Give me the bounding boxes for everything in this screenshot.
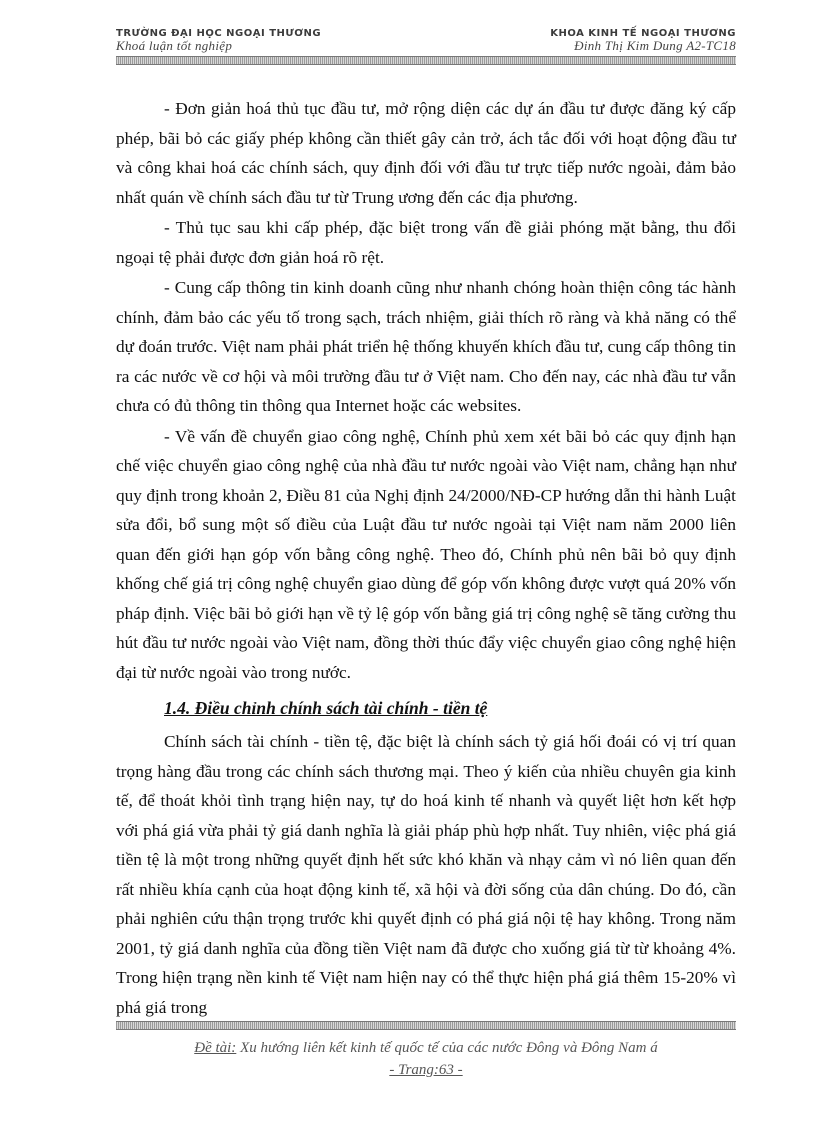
- topic-text: Xu hướng liên kết kinh tế quốc tế của các nước Đông và Đông Nam á: [236, 1040, 658, 1056]
- paragraph: - Thủ tục sau khi cấp phép, đặc biệt trong vấn đề giải phóng mặt bằng, thu đổi ngoại tệ phải được đơn giản hoá rõ rệt.: [116, 218, 736, 267]
- page-body: [116, 94, 736, 1023]
- author-name: Đinh Thị Kim Dung A2-TC18: [574, 38, 736, 53]
- header-divider: [116, 56, 736, 65]
- topic-label: Đề tài:: [194, 1040, 237, 1056]
- header-left: [116, 28, 321, 53]
- footer-divider: [116, 1021, 736, 1030]
- page-number: - Trang:63 -: [389, 1062, 463, 1078]
- paragraph: - Cung cấp thông tin kinh doanh cũng như nhanh chóng hoàn thiện công tác hành chính, đảm bảo các yếu tố trong sạch, trách nhiệm, giải thích rõ ràng và khả năng có thể dự đoán trước. Việt nam phải phát triển hệ thống khuyến khích đầu tư, cung cấp thông tin ra các nước về cơ hội và môi trường đầu tư ở Việt nam. Cho đến nay, các nhà đầu tư vẫn chưa có đủ thông tin thông qua Internet hoặc các websites.: [116, 278, 736, 415]
- section-heading: 1.4. Điều chỉnh chính sách tài chính - tiền tệ: [164, 698, 488, 718]
- footer-topic: [116, 1037, 736, 1059]
- document-type: Khoá luận tốt nghiệp: [116, 38, 233, 53]
- paragraph: - Về vấn đề chuyển giao công nghệ, Chính phủ xem xét bãi bỏ các quy định hạn chế việc chuyển giao công nghệ của nhà đầu tư nước ngoài vào Việt nam, chẳng hạn như quy định trong khoản 2, Điều 81 của Nghị định 24/2000/NĐ-CP hướng dẫn thi hành Luật sửa đổi, bổ sung một số điều của Luật đầu tư nước ngoài tại Việt nam năm 2000 liên quan đến giới hạn góp vốn bằng công nghệ. Theo đó, Chính phủ nên bãi bỏ quy định khống chế giá trị công nghệ chuyển giao dùng để góp vốn không được vượt quá 20% vốn pháp định. Việc bãi bỏ giới hạn về tỷ lệ góp vốn bằng giá trị công nghệ sẽ tăng cường thu hút đầu tư nước ngoài vào Việt nam, đồng thời thúc đẩy việc chuyển giao công nghệ hiện đại từ nước ngoài vào trong nước.: [116, 426, 736, 682]
- faculty-name: KHOA KINH TẾ NGOẠI THƯƠNG: [550, 28, 736, 39]
- page-footer: [116, 1037, 736, 1081]
- paragraph: Chính sách tài chính - tiền tệ, đặc biệt là chính sách tỷ giá hối đoái có vị trí quan trọng hàng đầu trong các chính sách thương mại. Theo ý kiến của nhiều chuyên gia kinh tế, để thoát khỏi tình trạng hiện nay, tự do hoá kinh tế nhanh và quyết liệt hơn kết hợp với phá giá vừa phải tỷ giá danh nghĩa là giải pháp phù hợp nhất. Tuy nhiên, việc phá giá tiền tệ là một trong những quyết định hết sức khó khăn và nhạy cảm vì nó liên quan đến rất nhiều khía cạnh của hoạt động kinh tế, xã hội và đời sống của dân chúng. Do đó, cần phải nghiên cứu thận trọng trước khi quyết định có phá giá nội tệ hay không. Trong năm 2001, tỷ giá danh nghĩa của đồng tiền Việt nam đã được cho xuống giá từ từ khoảng 4%. Trong hiện trạng nền kinh tế Việt nam hiện nay có thể thực hiện phá giá thêm 15-20% vì phá giá trong: [116, 732, 736, 1017]
- page-header: [116, 28, 736, 58]
- university-name: TRƯỜNG ĐẠI HỌC NGOẠI THƯƠNG: [116, 28, 322, 39]
- header-right: [550, 28, 736, 53]
- paragraph: - Đơn giản hoá thủ tục đầu tư, mở rộng diện các dự án đầu tư được đăng ký cấp phép, bãi bỏ các giấy phép không cần thiết gây cản trở, ách tắc đối với hoạt động đầu tư và công khai hoá các chính sách, quy định đối với đầu tư trực tiếp nước ngoài, đảm bảo nhất quán về chính sách đầu tư từ Trung ương đến các địa phương.: [116, 99, 736, 207]
